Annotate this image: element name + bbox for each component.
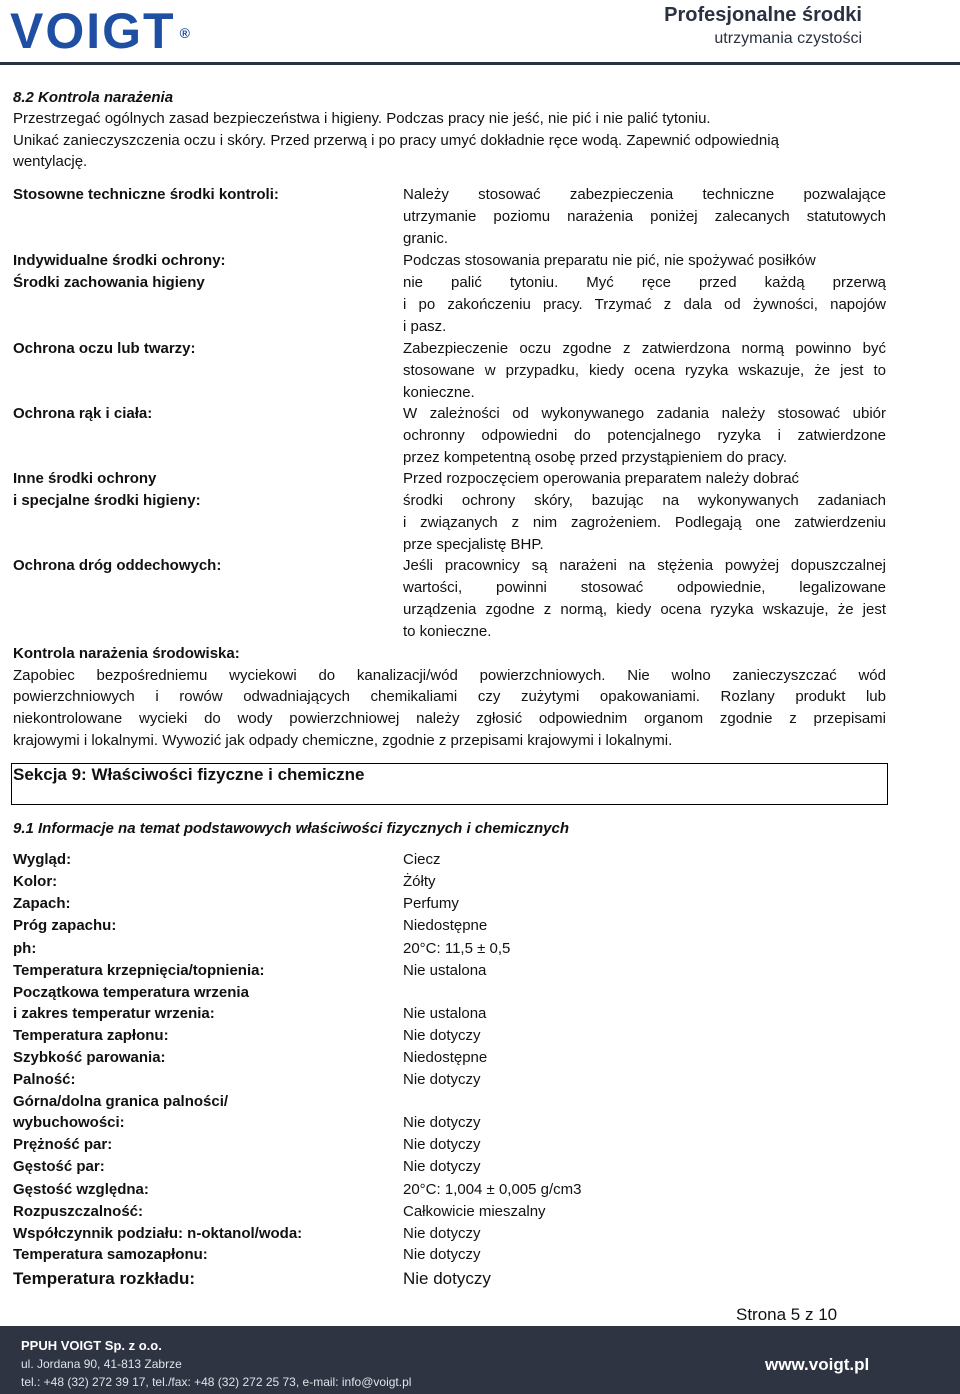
- footer-website: www.voigt.pl: [765, 1355, 870, 1374]
- property-value: Nie dotyczy: [403, 1071, 481, 1088]
- control-text-line: stosowane w przypadku, kiedy ocena ryzyka wskazuje, że jest to: [403, 362, 886, 379]
- property-label: Temperatura krzepnięcia/topnienia:: [13, 962, 265, 979]
- property-value: Nie ustalona: [403, 1005, 487, 1022]
- header-divider: [0, 62, 960, 65]
- control-text-line: prze specjalistę BHP.: [403, 536, 544, 553]
- intro-line: Przestrzegać ogólnych zasad bezpieczeństwa i higieny. Podczas pracy nie jeść, nie pić i nie palić tytoniu.: [13, 110, 711, 127]
- control-label: Ochrona rąk i ciała:: [13, 405, 153, 422]
- control-text-line: to konieczne.: [403, 623, 492, 640]
- property-label: Prężność par:: [13, 1136, 113, 1153]
- property-value: Nie dotyczy: [403, 1136, 481, 1153]
- brand-name: VOIGT: [10, 3, 176, 59]
- property-label: Temperatura zapłonu:: [13, 1027, 169, 1044]
- property-label: Górna/dolna granica palności/: [13, 1093, 229, 1110]
- tagline-line2: utrzymania czystości: [714, 30, 862, 47]
- property-label: Gęstość względna:: [13, 1181, 149, 1198]
- property-value: Nie dotyczy: [403, 1246, 481, 1263]
- control-label: Inne środki ochrony: [13, 470, 157, 487]
- property-label: wybuchowości:: [13, 1114, 125, 1131]
- property-label: Temperatura samozapłonu:: [13, 1246, 208, 1263]
- intro-line: Unikać zanieczyszczenia oczu i skóry. Przed przerwą i po pracy umyć dokładnie ręce wodą. Zapewnić odpowiednią: [13, 132, 779, 149]
- environmental-line: Zapobiec bezpośredniemu wyciekowi do kanalizacji/wód powierzchniowych. Nie wolno zanieczyszczać wód: [13, 667, 886, 684]
- property-value: Ciecz: [403, 851, 441, 868]
- control-label: Stosowne techniczne środki kontroli:: [13, 186, 279, 203]
- control-text-line: wartości, powinni stosować odpowiednie, legalizowane: [403, 579, 886, 596]
- property-label: ph:: [13, 940, 37, 957]
- intro-line: wentylację.: [13, 153, 88, 170]
- property-label: Gęstość par:: [13, 1158, 105, 1175]
- control-text-line: Należy stosować zabezpieczenia techniczne pozwalające: [403, 186, 886, 203]
- property-label: Temperatura rozkładu:: [13, 1269, 196, 1288]
- property-value: 20°C: 11,5 ± 0,5: [403, 940, 511, 957]
- control-text-line: konieczne.: [403, 384, 475, 401]
- property-label: Wygląd:: [13, 851, 72, 868]
- control-text-line: utrzymanie poziomu narażenia poniżej zalecanych statutowych: [403, 208, 886, 225]
- control-text-line: Przed rozpoczęciem operowania preparatem należy dobrać: [403, 470, 800, 487]
- control-label: Środki zachowania higieny: [13, 274, 205, 291]
- control-text-line: środki ochrony skóry, bazując na wykonywanych zadaniach: [403, 492, 886, 509]
- control-text-line: przez kompetentną osobę przed przystąpieniem do pracy.: [403, 449, 788, 466]
- section-9-1-heading: 9.1 Informacje na temat podstawowych właściwości fizycznych i chemicznych: [13, 820, 570, 837]
- property-value: Nie dotyczy: [403, 1027, 481, 1044]
- property-value: Nie ustalona: [403, 962, 487, 979]
- section-8-2-heading: 8.2 Kontrola narażenia: [13, 89, 174, 106]
- page-number: Strona 5 z 10: [736, 1305, 838, 1324]
- environmental-line: krajowymi i lokalnymi. Wywozić jak odpady chemiczne, zgodnie z przepisami krajowymi i lokalnymi.: [13, 732, 673, 749]
- environmental-heading: Kontrola narażenia środowiska:: [13, 645, 240, 662]
- property-value: Perfumy: [403, 895, 459, 912]
- section-9-title-box: [11, 763, 888, 805]
- control-text-line: nie palić tytoniu. Myć ręce przed każdą przerwą: [403, 274, 886, 291]
- control-text-line: urządzenia zgodne z normą, kiedy ocena ryzyka wskazuje, że jest: [403, 601, 886, 618]
- property-label: Zapach:: [13, 895, 71, 912]
- control-text-line: W zależności od wykonywanego zadania należy stosować ubiór: [403, 405, 886, 422]
- property-label: Palność:: [13, 1071, 76, 1088]
- control-label: i specjalne środki higieny:: [13, 492, 201, 509]
- control-text-line: Podczas stosowania preparatu nie pić, nie spożywać posiłków: [403, 252, 816, 269]
- property-label: Współczynnik podziału: n-oktanol/woda:: [13, 1225, 303, 1242]
- footer-contact: tel.: +48 (32) 272 39 17, tel./fax: +48 (32) 272 25 73, e-mail: info@voigt.pl: [21, 1375, 412, 1389]
- environmental-line: niekontrolowane wycieki do wody powierzchniowej należy zgłosić odpowiednim organom zgodnie z przepisami: [13, 710, 886, 727]
- control-text-line: Zabezpieczenie oczu zgodne z zatwierdzona normą powinno być: [403, 340, 886, 357]
- property-value: Niedostępne: [403, 917, 488, 934]
- property-value: Nie dotyczy: [403, 1158, 481, 1175]
- tagline-line1: Profesjonalne środki: [664, 4, 862, 26]
- control-text-line: Jeśli pracownicy są narażeni na stężenia powyżej dopuszczalnej: [403, 557, 886, 574]
- footer-company: PPUH VOIGT Sp. z o.o.: [21, 1338, 162, 1353]
- control-label: Ochrona dróg oddechowych:: [13, 557, 222, 574]
- control-text-line: granic.: [403, 230, 449, 247]
- registered-mark: ®: [179, 25, 190, 41]
- control-label: Indywidualne środki ochrony:: [13, 252, 226, 269]
- property-value: Nie dotyczy: [403, 1225, 481, 1242]
- property-value: 20°C: 1,004 ± 0,005 g/cm3: [403, 1181, 582, 1198]
- environmental-line: powierzchniowych i rowów odwadniających chemikaliami czy zużytymi opakowaniami. Rozlany produkt lub: [13, 688, 886, 705]
- voigt-logo: [10, 3, 190, 59]
- property-value: Nie dotyczy: [403, 1269, 491, 1288]
- property-label: Rozpuszczalność:: [13, 1203, 144, 1220]
- property-label: Szybkość parowania:: [13, 1049, 166, 1066]
- control-text-line: i związanych z nim zagrożeniem. Podlegają one zatwierdzeniu: [403, 514, 886, 531]
- control-label: Ochrona oczu lub twarzy:: [13, 340, 196, 357]
- control-text-line: ochronny odpowiedni do potencjalnego ryzyka i zatwierdzone: [403, 427, 886, 444]
- property-value: Całkowicie mieszalny: [403, 1203, 546, 1220]
- property-value: Nie dotyczy: [403, 1114, 481, 1131]
- property-label: Początkowa temperatura wrzenia: [13, 984, 249, 1001]
- property-value: Niedostępne: [403, 1049, 488, 1066]
- control-text-line: i pasz.: [403, 318, 447, 335]
- section-9-title: Sekcja 9: Właściwości fizyczne i chemiczne: [13, 765, 365, 784]
- property-label: Kolor:: [13, 873, 58, 890]
- control-text-line: i po zakończeniu pracy. Trzymać z dala od żywności, napojów: [403, 296, 886, 313]
- property-label: Próg zapachu:: [13, 917, 117, 934]
- footer-address: ul. Jordana 90, 41-813 Zabrze: [21, 1357, 182, 1371]
- property-label: i zakres temperatur wrzenia:: [13, 1005, 215, 1022]
- property-value: Żółty: [403, 873, 436, 890]
